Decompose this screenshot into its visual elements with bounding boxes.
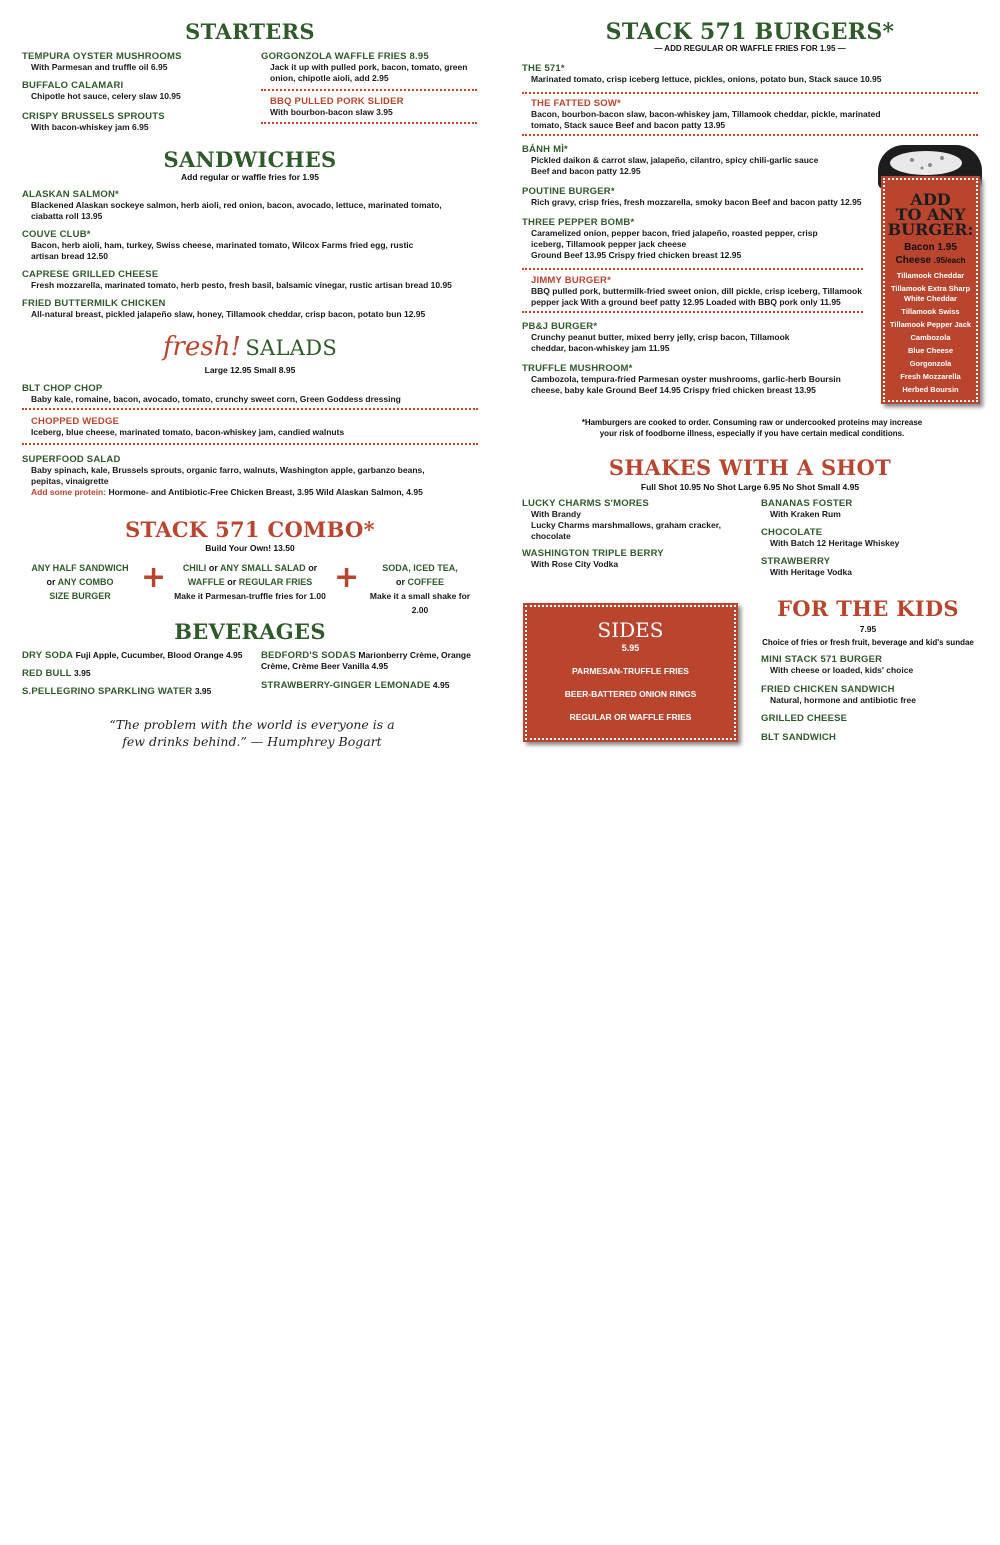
combo-half-sandwich: ANY HALF SANDWICH bbox=[31, 563, 129, 573]
item-name: BBQ PULLED PORK SLIDER bbox=[270, 96, 404, 107]
menu-item bbox=[522, 548, 747, 570]
menu-item bbox=[22, 298, 478, 320]
item-name: MINI STACK 571 BURGER bbox=[761, 654, 883, 665]
item-name: STRAWBERRY-GINGER LEMONADE bbox=[261, 680, 431, 691]
menu-item bbox=[522, 186, 867, 208]
menu-item bbox=[261, 680, 479, 691]
menu-item bbox=[22, 80, 252, 102]
cheese-option: Tillamook Pepper Jack bbox=[889, 320, 972, 329]
menu-item bbox=[761, 527, 979, 549]
combo-option-drink bbox=[362, 561, 478, 617]
item-desc: Caramelized onion, pepper bacon, fried jalapeño, roasted pepper, crisp iceberg, Tillamook pepper jack cheese bbox=[531, 228, 818, 249]
item-desc: With Parmesan and truffle oil 6.95 bbox=[31, 62, 168, 72]
item-desc: Pickled daikon & carrot slaw, jalapeño, cilantro, spicy chili-garlic sauce Beef and bacon patty 12.95 bbox=[531, 155, 819, 176]
menu-item bbox=[22, 111, 252, 133]
divider bbox=[522, 134, 978, 136]
salads-subtitle: Large 12.95 Small 8.95 bbox=[204, 365, 296, 375]
item-desc: Bacon, herb aioli, ham, turkey, Swiss cheese, marinated tomato, Wilcox Farms fried egg, rustic artisan bread 12.50 bbox=[31, 240, 414, 261]
side-item: REGULAR OR WAFFLE FRIES bbox=[569, 712, 692, 722]
cheese-option: Fresh Mozzarella bbox=[900, 372, 961, 381]
burgers-title: STACK 571 BURGERS* bbox=[605, 19, 895, 45]
item-desc: Baby kale, romaine, bacon, avocado, tomato, crunchy sweet corn, Green Goddess dressing bbox=[31, 394, 401, 404]
item-name: CHOPPED WEDGE bbox=[31, 416, 120, 427]
side-item: BEER-BATTERED ONION RINGS bbox=[564, 689, 697, 699]
item-name: BLT CHOP CHOP bbox=[22, 383, 103, 394]
combo-or: or bbox=[46, 577, 56, 587]
salads-title: SALADS bbox=[245, 336, 338, 360]
item-desc: Jack it up with pulled pork, bacon, tomato, green onion, chipotle aioli, add 2.95 bbox=[270, 62, 468, 83]
item-desc: Natural, hormone and antibiotic free bbox=[770, 695, 916, 705]
protein-text: Hormone- and Antibiotic-Free Chicken Breast, 3.95 Wild Alaskan Salmon, 4.95 bbox=[108, 487, 423, 497]
addon-title-line: BURGER: bbox=[887, 220, 974, 239]
combo-any-combo: ANY COMBO bbox=[57, 577, 114, 587]
menu-item bbox=[522, 98, 897, 131]
menu-item bbox=[261, 51, 479, 84]
item-name: GRILLED CHEESE bbox=[761, 713, 848, 724]
divider bbox=[522, 92, 978, 94]
kids-subtitle: Choice of fries or fresh fruit, beverage and kid's sundae bbox=[762, 638, 974, 647]
sides-price: 5.95 bbox=[621, 643, 640, 653]
beverages-title: BEVERAGES bbox=[174, 619, 326, 644]
item-desc: 4.95 bbox=[432, 680, 450, 690]
item-desc: With bourbon-bacon slaw 3.95 bbox=[270, 107, 393, 117]
menu-item bbox=[261, 96, 479, 118]
combo-option-side bbox=[170, 561, 330, 603]
menu-item bbox=[22, 189, 442, 222]
item-name: SUPERFOOD SALAD bbox=[22, 454, 121, 465]
item-name: THREE PEPPER BOMB* bbox=[522, 217, 635, 228]
item-name: STRAWBERRY bbox=[761, 556, 831, 567]
divider bbox=[522, 268, 863, 270]
item-desc: All-natural breast, pickled jalapeño slaw, honey, Tillamook cheddar, crisp bacon, potato bun 12.95 bbox=[31, 309, 426, 319]
item-price: Ground Beef 13.95 Crispy fried chicken breast 12.95 bbox=[531, 250, 742, 260]
combo-drink-note: Make it a small shake for 2.00 bbox=[369, 591, 471, 615]
item-desc: Iceberg, blue cheese, marinated tomato, bacon-whiskey jam, candied walnuts bbox=[31, 427, 345, 437]
item-desc: Chipotle hot sauce, celery slaw 10.95 bbox=[31, 91, 181, 101]
combo-or: or bbox=[308, 563, 318, 573]
menu-item bbox=[761, 713, 979, 724]
kids-title: FOR THE KIDS bbox=[777, 596, 959, 621]
menu-item bbox=[522, 217, 852, 261]
combo-or: or bbox=[208, 563, 218, 573]
cheese-list bbox=[881, 271, 980, 395]
item-desc: Marionberry Crème, Orange Crème, Crème Beer Vanilla 4.95 bbox=[261, 650, 471, 671]
combo-size-burger: SIZE BURGER bbox=[49, 591, 111, 601]
sides-title: SIDES bbox=[597, 618, 664, 642]
menu-item bbox=[22, 668, 252, 679]
combo-small-salad: ANY SMALL SALAD bbox=[220, 563, 306, 573]
item-name: GORGONZOLA WAFFLE FRIES 8.95 bbox=[261, 51, 429, 62]
menu-item bbox=[761, 498, 979, 520]
combo-chili: CHILI bbox=[182, 563, 207, 573]
item-name: TEMPURA OYSTER MUSHROOMS bbox=[22, 51, 182, 62]
menu-item bbox=[22, 650, 252, 661]
item-name: THE 571* bbox=[522, 63, 565, 74]
sides-box bbox=[523, 603, 738, 742]
starters-title: STARTERS bbox=[185, 19, 315, 44]
item-desc: With Rose City Vodka bbox=[531, 559, 619, 569]
divider bbox=[261, 89, 477, 91]
combo-coffee: COFFEE bbox=[407, 577, 445, 587]
quote-line-2: few drinks behind.” — Humphrey Bogart bbox=[122, 734, 382, 749]
item-name: BÁNH MÌ* bbox=[522, 144, 568, 155]
item-name: CRISPY BRUSSELS SPROUTS bbox=[22, 111, 165, 122]
item-desc: With Brandy bbox=[531, 509, 581, 519]
menu-item bbox=[522, 144, 822, 177]
menu-item bbox=[761, 654, 979, 676]
menu-item bbox=[22, 383, 478, 405]
menu-item bbox=[22, 454, 432, 498]
item-name: FRIED BUTTERMILK CHICKEN bbox=[22, 298, 166, 309]
disclaimer-line: your risk of foodborne illness, especially if you have certain medical conditions. bbox=[599, 429, 905, 438]
combo-waffle: WAFFLE bbox=[187, 577, 225, 587]
item-name: BLT SANDWICH bbox=[761, 732, 837, 743]
item-name: TRUFFLE MUSHROOM* bbox=[522, 363, 633, 374]
combo-option-main bbox=[22, 561, 138, 603]
item-desc: With Batch 12 Heritage Whiskey bbox=[770, 538, 900, 548]
burger-disclaimer bbox=[562, 417, 942, 439]
combo-regular-fries: REGULAR FRIES bbox=[238, 577, 313, 587]
divider bbox=[22, 443, 478, 445]
item-name: CAPRESE GRILLED CHEESE bbox=[22, 269, 159, 280]
combo-or: or bbox=[395, 577, 405, 587]
kids-price: 7.95 bbox=[859, 624, 877, 634]
sandwiches-title: SANDWICHES bbox=[163, 147, 337, 172]
item-name: DRY SODA bbox=[22, 650, 74, 661]
combo-or: or bbox=[227, 577, 237, 587]
combo-subtitle: Build Your Own! 13.50 bbox=[205, 543, 295, 553]
menu-item bbox=[522, 275, 862, 308]
item-desc: BBQ pulled pork, buttermilk-fried sweet onion, dill pickle, crisp iceberg, Tillamook pepper jack With a ground beef patty 12.95 Loaded with BBQ pork only 11.95 bbox=[531, 286, 862, 307]
plus-icon: + bbox=[334, 560, 360, 595]
divider bbox=[261, 122, 477, 124]
combo-soda: SODA, ICED TEA, bbox=[382, 563, 458, 573]
menu-item bbox=[522, 321, 822, 354]
item-name: BEDFORD'S SODAS bbox=[261, 650, 356, 661]
item-desc: Marinated tomato, crisp iceberg lettuce, pickles, onions, potato bun, Stack sauce 10.95 bbox=[531, 74, 882, 84]
item-desc: Fresh mozzarella, marinated tomato, herb pesto, fresh basil, balsamic vinegar, rustic artisan bread 10.95 bbox=[31, 280, 452, 290]
addon-title-line: TO ANY bbox=[895, 205, 966, 224]
menu-item bbox=[761, 732, 979, 743]
disclaimer-line: *Hamburgers are cooked to order. Consuming raw or undercooked proteins may increase bbox=[581, 418, 923, 427]
item-name: POUTINE BURGER* bbox=[522, 186, 615, 197]
bogart-quote bbox=[82, 716, 422, 750]
menu-item bbox=[522, 498, 747, 542]
item-desc: Crunchy peanut butter, mixed berry jelly, crisp bacon, Tillamook cheddar, bacon-whiskey jam 11.95 bbox=[531, 332, 790, 353]
cheese-option: Blue Cheese bbox=[907, 346, 954, 355]
cheese-option: Herbed Boursin bbox=[902, 385, 959, 394]
divider bbox=[22, 408, 478, 410]
item-desc: Cambozola, tempura-fried Parmesan oyster mushrooms, garlic-herb Boursin cheese, baby kale Ground Beef 14.95 Crispy fried chicken breast 13.95 bbox=[531, 374, 841, 395]
item-desc: With Heritage Vodka bbox=[770, 567, 852, 577]
quote-line-1: “The problem with the world is everyone is a bbox=[109, 717, 395, 732]
combo-side-note: Make it Parmesan-truffle fries for 1.00 bbox=[174, 591, 326, 601]
item-name: JIMMY BURGER* bbox=[531, 275, 612, 286]
side-item: PARMESAN-TRUFFLE FRIES bbox=[572, 666, 689, 676]
item-name: FRIED CHICKEN SANDWICH bbox=[761, 684, 895, 695]
cheese-option: Tillamook Swiss bbox=[901, 307, 960, 316]
sandwiches-subtitle: Add regular or waffle fries for 1.95 bbox=[181, 172, 319, 182]
addon-bacon: Bacon 1.95 bbox=[904, 242, 957, 253]
item-name: BANANAS FOSTER bbox=[761, 498, 853, 509]
item-name: CHOCOLATE bbox=[761, 527, 823, 538]
item-desc: Bacon, bourbon-bacon slaw, bacon-whiskey jam, Tillamook cheddar, pickle, marinated tomato, Stack sauce Beef and bacon patty 13.95 bbox=[531, 109, 881, 130]
cheese-option: Cambozola bbox=[910, 333, 951, 342]
addon-title bbox=[881, 176, 980, 237]
item-name: PB&J BURGER* bbox=[522, 321, 598, 332]
menu-item bbox=[22, 416, 478, 438]
item-name: COUVE CLUB* bbox=[22, 229, 91, 240]
item-name: THE FATTED SOW* bbox=[531, 98, 621, 109]
combo-title: STACK 571 COMBO* bbox=[125, 517, 375, 542]
cheese-option: Tillamook Extra Sharp White Cheddar bbox=[890, 284, 971, 303]
menu-item bbox=[761, 556, 979, 578]
shakes-title: SHAKES WITH A SHOT bbox=[608, 455, 892, 480]
divider bbox=[522, 311, 863, 313]
item-desc: Fuji Apple, Cucumber, Blood Orange 4.95 bbox=[75, 650, 243, 660]
menu-item bbox=[22, 229, 422, 262]
item-desc: With Kraken Rum bbox=[770, 509, 841, 519]
item-desc: With cheese or loaded, kids' choice bbox=[770, 665, 914, 675]
menu-item bbox=[22, 686, 252, 697]
item-name: BUFFALO CALAMARI bbox=[22, 80, 124, 91]
addon-cheese-price: .95/each bbox=[933, 256, 966, 265]
item-name: WASHINGTON TRIPLE BERRY bbox=[522, 548, 664, 559]
menu-item bbox=[261, 650, 479, 672]
salads-header bbox=[22, 332, 478, 366]
burgers-subtitle: — ADD REGULAR OR WAFFLE FRIES FOR 1.95 — bbox=[654, 44, 846, 53]
menu-item bbox=[22, 269, 478, 291]
item-desc: Blackened Alaskan sockeye salmon, herb aioli, red onion, bacon, avocado, lettuce, marinated tomato, ciabatta roll 13.95 bbox=[31, 200, 442, 221]
fresh-script: fresh! bbox=[162, 332, 241, 362]
item-name: LUCKY CHARMS S'MORES bbox=[522, 498, 649, 509]
item-desc: Rich gravy, crisp fries, fresh mozzarella, smoky bacon Beef and bacon patty 12.95 bbox=[531, 197, 862, 207]
item-name: ALASKAN SALMON* bbox=[22, 189, 119, 200]
item-desc: 3.95 bbox=[194, 686, 212, 696]
item-desc: With bacon-whiskey jam 6.95 bbox=[31, 122, 149, 132]
add-to-burger-box bbox=[881, 176, 980, 404]
menu-item bbox=[761, 684, 979, 706]
item-name: RED BULL bbox=[22, 668, 72, 679]
shakes-subtitle: Full Shot 10.95 No Shot Large 6.95 No Shot Small 4.95 bbox=[640, 482, 860, 492]
addon-title-line: ADD bbox=[910, 190, 951, 209]
menu-item bbox=[522, 63, 882, 85]
addon-cheese bbox=[881, 255, 980, 266]
item-desc-extra: Lucky Charms marshmallows, graham cracker, chocolate bbox=[531, 520, 721, 541]
cheese-option: Tillamook Cheddar bbox=[896, 271, 965, 280]
menu-item bbox=[522, 363, 867, 396]
menu-item bbox=[22, 51, 252, 73]
protein-label: Add some protein: bbox=[31, 487, 107, 497]
item-desc: 3.95 bbox=[74, 668, 91, 678]
protein-line bbox=[22, 487, 432, 498]
cheese-option: Gorgonzola bbox=[909, 359, 952, 368]
item-name: S.PELLEGRINO SPARKLING WATER bbox=[22, 686, 193, 697]
item-desc: Baby spinach, kale, Brussels sprouts, organic farro, walnuts, Washington apple, garbanzo beans, pepitas, vinaigrette bbox=[31, 465, 425, 486]
addon-cheese-label: Cheese bbox=[895, 255, 932, 266]
plus-icon: + bbox=[141, 560, 167, 595]
